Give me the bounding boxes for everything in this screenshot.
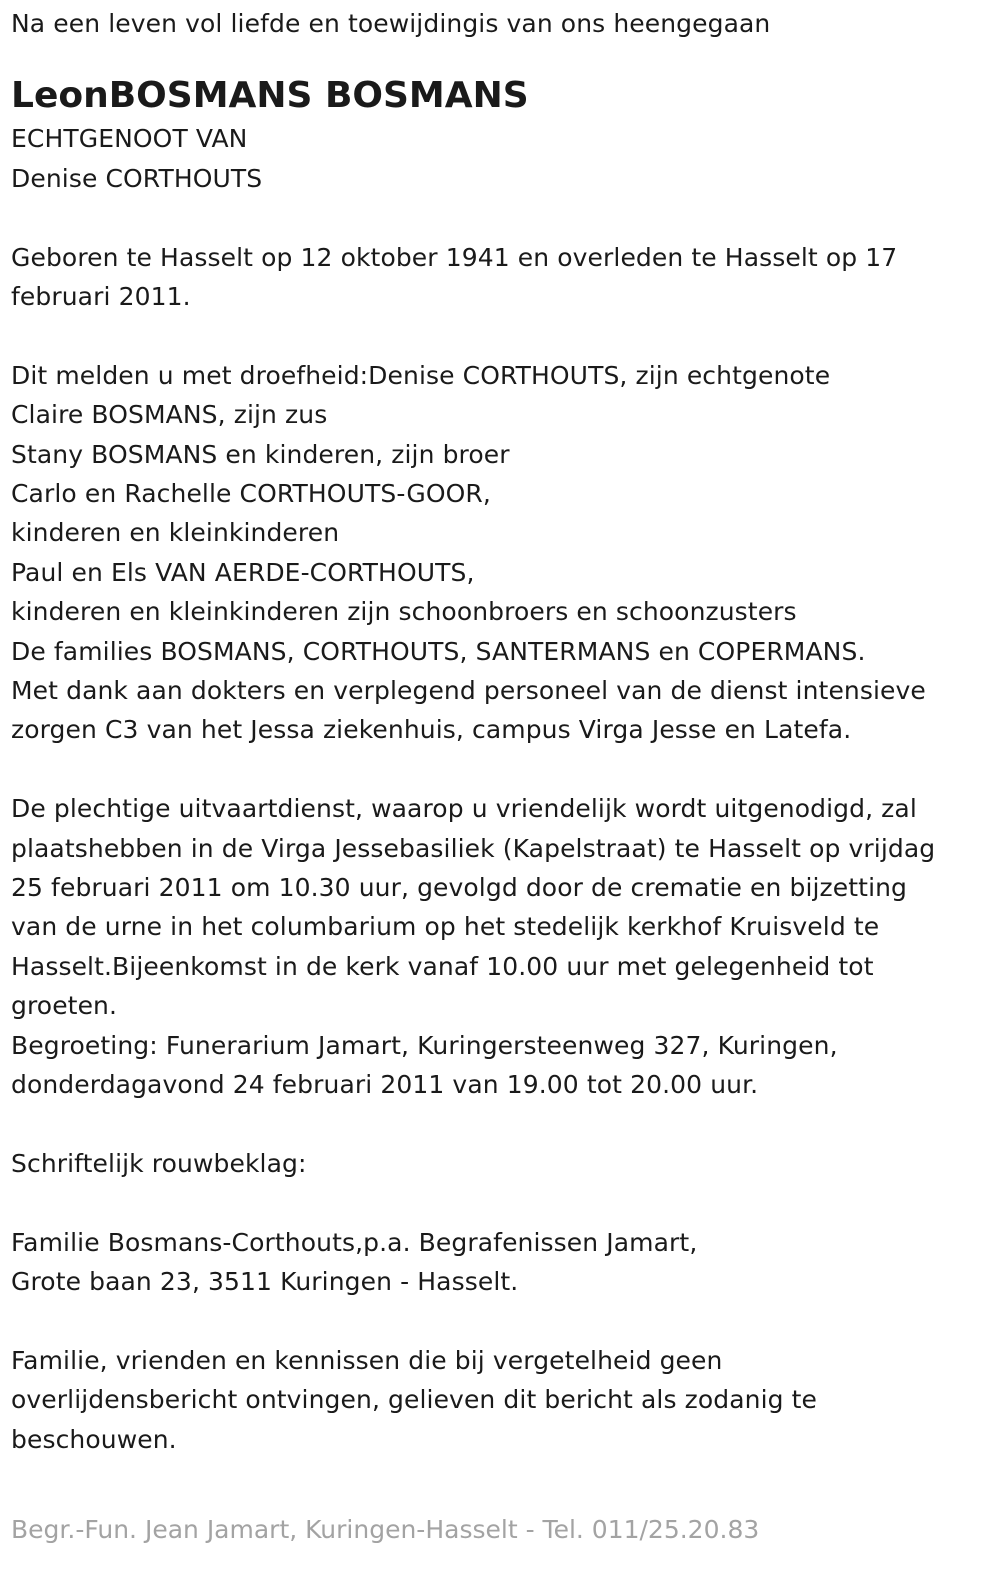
thanks-line: Met dank aan dokters en verplegend personeel van de dienst intensieve [11, 676, 926, 706]
notice-line: overlijdensbericht ontvingen, gelieven dit bericht als zodanig te [11, 1385, 818, 1415]
notice-paragraph [11, 1341, 989, 1459]
condolence-label: Schriftelijk rouwbeklag: [11, 1148, 307, 1178]
spacer [11, 1183, 989, 1222]
spacer [11, 316, 989, 355]
mourner-line: Dit melden u met droefheid:Denise CORTHOUTS, zijn echtgenote [11, 360, 831, 390]
spouse-label: ECHTGENOOT VAN [11, 124, 248, 154]
visitation-line: Begroeting: Funerarium Jamart, Kuringersteenweg 327, Kuringen, [11, 1030, 838, 1060]
intro-text: Na een leven vol liefde en toewijdingis van ons heengegaan [11, 9, 771, 38]
spacer [11, 1105, 989, 1144]
service-line: 25 februari 2011 om 10.30 uur, gevolgd door de crematie en bijzetting [11, 873, 908, 903]
service-paragraph [11, 789, 989, 1104]
service-line: De plechtige uitvaartdienst, waarop u vriendelijk wordt uitgenodigd, zal [11, 794, 917, 824]
deceased-name: LeonBOSMANS BOSMANS [11, 75, 529, 117]
mourner-line: kinderen en kleinkinderen [11, 518, 340, 548]
condolence-address [11, 1223, 989, 1302]
service-line: van de urne in het columbarium op het stedelijk kerkhof Kruisveld te [11, 912, 880, 942]
mourner-line: Carlo en Rachelle CORTHOUTS-GOOR, [11, 479, 491, 509]
address-line: Familie Bosmans-Corthouts,p.a. Begrafenissen Jamart, [11, 1227, 698, 1257]
service-line: plaatshebben in de Virga Jessebasiliek (Kapelstraat) te Hasselt op vrijdag [11, 833, 936, 863]
thanks-line: zorgen C3 van het Jessa ziekenhuis, campus Virga Jesse en Latefa. [11, 715, 852, 745]
address-line: Grote baan 23, 3511 Kuringen - Hasselt. [11, 1267, 519, 1297]
mourner-line: De families BOSMANS, CORTHOUTS, SANTERMANS en COPERMANS. [11, 636, 866, 666]
service-line: Hasselt.Bijeenkomst in de kerk vanaf 10.00 uur met gelegenheid tot [11, 951, 874, 981]
mourner-line: Claire BOSMANS, zijn zus [11, 400, 328, 430]
mourner-line: kinderen en kleinkinderen zijn schoonbroers en schoonzusters [11, 597, 797, 627]
mourner-line: Paul en Els VAN AERDE-CORTHOUTS, [11, 557, 475, 587]
service-line: groeten. [11, 991, 118, 1021]
funeral-home-footer: Begr.-Fun. Jean Jamart, Kuringen-Hasselt - Tel. 011/25.20.83 [11, 1515, 760, 1544]
mourner-line: Stany BOSMANS en kinderen, zijn broer [11, 439, 510, 469]
spacer [11, 198, 989, 237]
spouse-name: Denise CORTHOUTS [11, 163, 263, 193]
birth-death-paragraph [11, 238, 989, 317]
paragraph-line: Geboren te Hasselt op 12 oktober 1941 en overleden te Hasselt op 17 [11, 242, 898, 272]
spacer [11, 1302, 989, 1341]
spacer [11, 750, 989, 789]
visitation-line: donderdagavond 24 februari 2011 van 19.00 tot 20.00 uur. [11, 1070, 759, 1100]
mourners-paragraph [11, 356, 989, 750]
notice-line: beschouwen. [11, 1424, 177, 1454]
notice-line: Familie, vrienden en kennissen die bij vergetelheid geen [11, 1345, 723, 1375]
paragraph-line: februari 2011. [11, 282, 191, 312]
